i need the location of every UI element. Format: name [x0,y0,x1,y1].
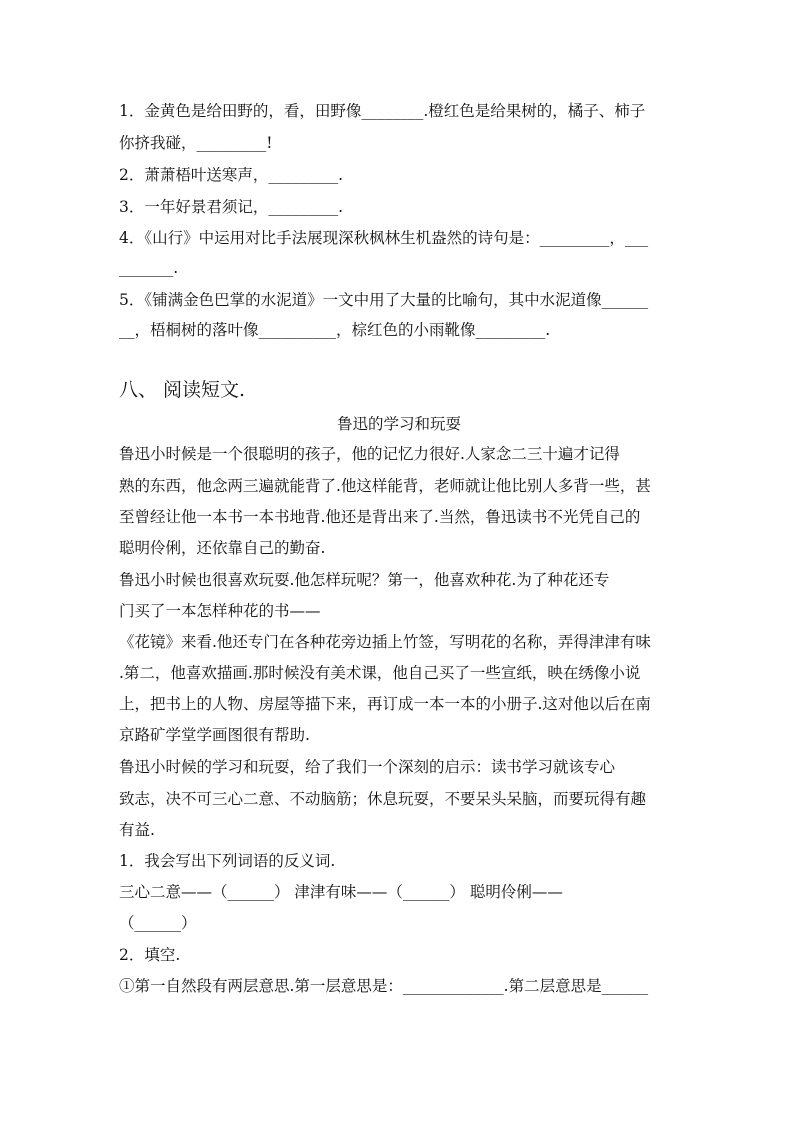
article-line: 鲁迅小时候也很喜欢玩耍.他怎样玩呢？第一，他喜欢种花.为了种花还专 [119,571,610,589]
exercise-2-line-1: ①第一自然段有两层意思.第一层意思是：_____________.第二层意思是______ [119,977,649,995]
article-line: 《花镜》来看.他还专门在各种花旁边插上竹签，写明花的名称，弄得津津有味 [119,633,651,651]
article-line: 有益. [119,821,155,839]
article-line: 聪明伶俐，还依靠自己的勤奋. [119,539,326,557]
question-2: 2．萧萧梧叶送寒声，_________. [119,166,344,184]
article-line: 至曾经让他一本书一本书地背.他还是背出来了.当然，鲁迅读书不光凭自己的 [119,508,641,526]
exercise-1-line-1: 三心二意——（______） 津津有味——（______） 聪明伶俐—— [119,883,563,901]
article-title: 鲁迅的学习和玩耍 [336,415,461,433]
question-3: 3．一年好景君须记，_________. [119,198,344,216]
article-line: 京路矿学堂学画图很有帮助. [119,726,310,744]
exercise-1-line-2: （______） [119,914,197,932]
article-line: 致志，决不可三心二意、不动脑筋；休息玩耍，不要呆头呆脑，而要玩得有趣 [119,790,647,808]
question-1-line-2: 你挤我碰，_________! [119,134,273,152]
article-line: .第二，他喜欢描画.那时候没有美术课，他自己买了一些宣纸，映在绣像小说 [119,664,641,682]
exercise-1-title: 1．我会写出下列词语的反义词. [119,852,336,870]
article-line: 上，把书上的人物、房屋等描下来，再订成一本一本的小册子.这对他以后在南 [119,695,651,713]
article-line: 门买了一本怎样种花的书—— [119,602,321,620]
section-heading: 八、 阅读短文. [119,379,246,401]
question-5-line-1: 5．《铺满金色巴掌的水泥道》一文中用了大量的比喻句，其中水泥道像______ [119,291,649,309]
article-line: 熟的东西，他念两三遍就能背了.他这样能背，老师就让他比别人多背一些，甚 [119,477,651,495]
article-line: 鲁迅小时候的学习和玩耍，给了我们一个深刻的启示：读书学习就该专心 [119,758,616,776]
exercise-2-title: 2．填空. [119,946,181,964]
question-4-line-1: 4．《山行》中运用对比手法展现深秋枫林生机盎然的诗句是：_________，___ [119,229,649,247]
question-5-line-2: __，梧桐树的落叶像__________，棕红色的小雨靴像_________. [119,321,551,339]
question-1-line-1: 1．金黄色是给田野的，看，田野像________.橙红色是给果树的，橘子、柿子 [119,102,646,120]
question-4-line-2: _______. [119,259,179,277]
article-line: 鲁迅小时候是一个很聪明的孩子，他的记忆力很好.人家念二三十遍才记得 [119,445,620,463]
